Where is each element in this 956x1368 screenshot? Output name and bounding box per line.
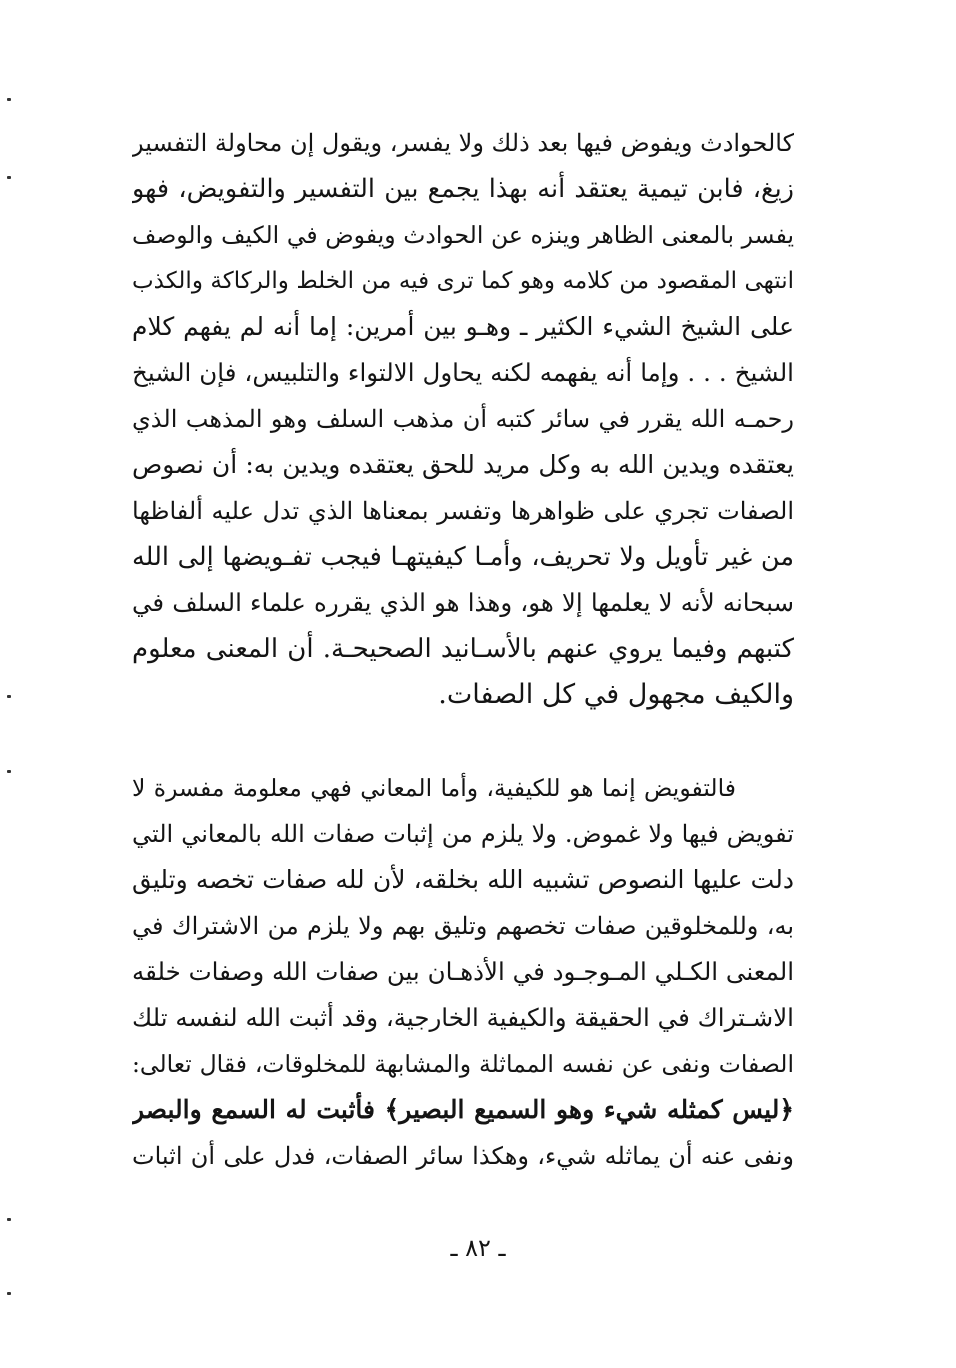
scan-mark (7, 1292, 11, 1295)
text-line: دلت عليها النصوص تشبيه الله بخلقه، لأن لله صفات تخصه وتليق (132, 865, 794, 894)
text-line: الاشـتراك في الحقيقة والكيفية الخارجية، وقد أثبت الله لنفسه تلك (132, 1003, 794, 1032)
scan-mark (7, 695, 11, 698)
text-line: كالحوادث ويفوض فيها بعد ذلك ولا يفسر، ويقول إن محاولة التفسير (132, 129, 794, 157)
scan-mark (7, 1218, 11, 1221)
text-line: والكيف مجهول في كل الصفات. (438, 679, 794, 710)
scan-mark (7, 176, 11, 179)
text-line: من غير تأويل ولا تحريف، وأمـا كيفيتهـا فيجب تفـويضها إلى الله (132, 542, 794, 572)
text-line: يفسر بالمعنى الظاهر وينزه عن الحوادث ويفوض في الكيف والوصف (132, 221, 794, 249)
paragraph-1 (132, 120, 794, 718)
scan-mark (7, 98, 11, 101)
text-line: فالتفويض إنما هو للكيفية، وأما المعاني فهي معلومة مفسرة لا (132, 774, 736, 802)
text-line: الشيخ . . . وإما أنه يفهمه لكنه يحاول الالتواء والتلبيس، فإن الشيخ (132, 358, 794, 387)
text-line: ونفى عنه أن يماثله شيء، وهكذا سائر الصفات، فدل على أن اثبات (132, 1142, 794, 1170)
text-line: تفويض فيها ولا غموض. ولا يلزم من إثبات صفات الله بالمعاني التي (132, 820, 794, 848)
text-line: رحمـه الله يقرر في سائر كتبه أن مذهب السلف وهو المذهب الذي (132, 405, 794, 433)
text-line: به، وللمخلوقين صفات تخصهم وتليق بهم ولا يلزم من الاشتراك في (132, 912, 794, 940)
text-line: الصفات ونفى عن نفسه المماثلة والمشابهة للمخلوقات، فقال تعالى: (132, 1050, 794, 1078)
text-line: زيغ، فابن تيمية يعتقد أنه بهذا يجمع بين التفسير والتفويض، فهو (132, 174, 794, 204)
quranic-verse-line: ﴿ليس كمثله شيء وهو السميع البصير﴾ فأثبت له السمع والبصر (132, 1095, 794, 1124)
text-line: الصفات تجري على ظواهرها وتفسر بمعناها الذي تدل عليه ألفاظها (132, 497, 794, 525)
text-line: يعتقده ويدين الله به وكل مريد للحق يعتقده ويدين به: أن نصوص (132, 450, 794, 479)
text-line: كتبهم وفيما يروي عنهم بالأسـانيد الصحيحـة. أن المعنى معلوم (132, 634, 794, 664)
text-line: سبحانه لأنه لا يعلمها إلا هو، وهذا هو الذي يقرره علماء السلف في (132, 588, 794, 617)
paragraph-2 (132, 765, 794, 1179)
text-line: المعنى الكـلي المـوجـود في الأذهـان بين صفات الله وصفات خلقه (132, 957, 794, 986)
page-number: ـ ٨٢ ـ (450, 1234, 506, 1262)
text-line: على الشيخ الشيء الكثير ـ وهـو بين أمرين: إما أنه لم يفهم كلام (132, 312, 794, 341)
text-line: انتهى المقصود من كلامه وهو كما ترى فيه من الخلط والركاكة والكذب (132, 268, 794, 294)
scan-mark (7, 770, 11, 773)
